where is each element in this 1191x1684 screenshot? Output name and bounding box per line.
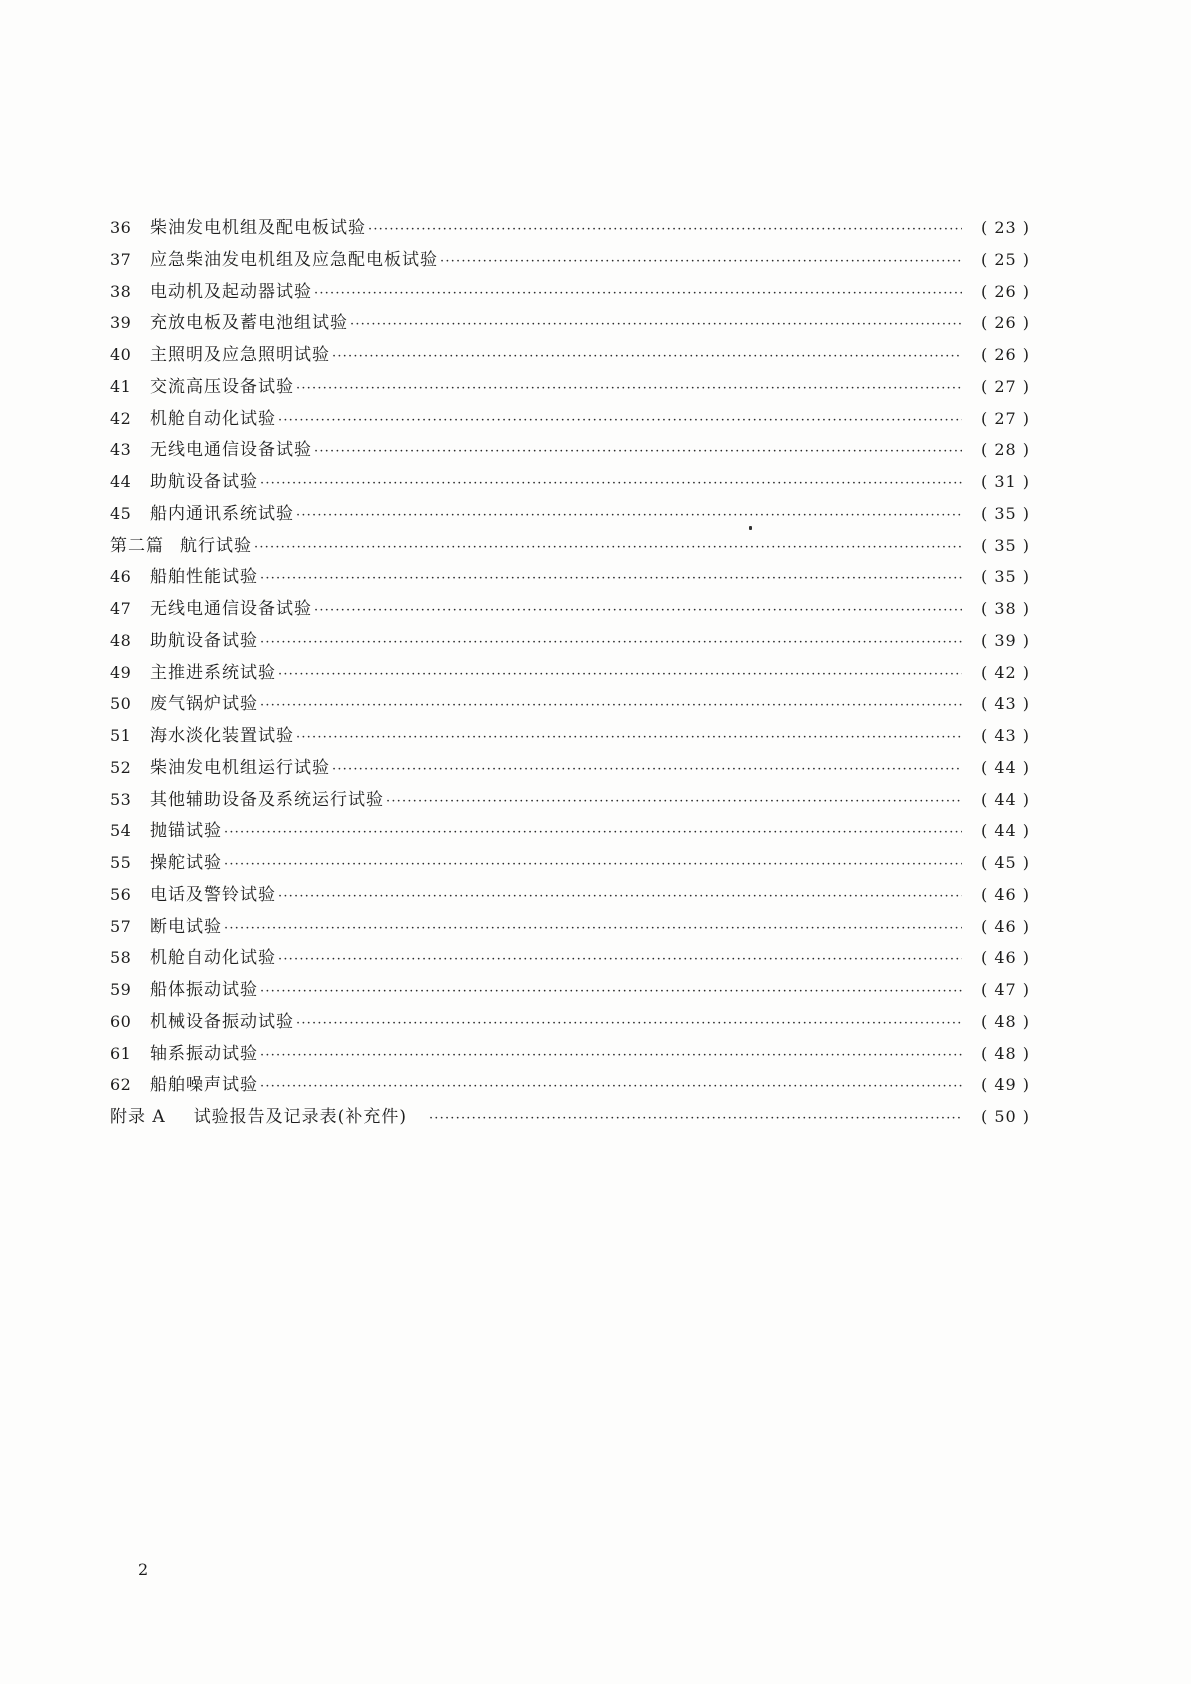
toc-entry-39[interactable]: [110, 307, 1030, 339]
toc-entry-title: 电动机及起动器试验: [150, 281, 312, 302]
toc-entry-47[interactable]: [110, 593, 1030, 625]
dot-leader: [260, 468, 962, 500]
toc-entry-page: ( 27 ): [980, 376, 1030, 396]
toc-entry-page: ( 44 ): [980, 789, 1030, 809]
dot-leader: [260, 1071, 962, 1103]
toc-entry-page: ( 26 ): [980, 281, 1030, 301]
toc-entry-52[interactable]: [110, 752, 1030, 784]
toc-entry-title: 无线电通信设备试验: [150, 440, 312, 461]
toc-entry-57[interactable]: [110, 911, 1030, 943]
toc-entry-40[interactable]: [110, 339, 1030, 371]
toc-entry-page: ( 46 ): [980, 916, 1030, 936]
toc-entry-page: ( 43 ): [980, 694, 1030, 714]
dot-leader: [254, 532, 962, 564]
dot-leader: [296, 1008, 962, 1040]
toc-section-part-two[interactable]: [110, 530, 1030, 562]
toc-entry-title: 主推进系统试验: [150, 662, 276, 683]
toc-entry-50[interactable]: [110, 688, 1030, 720]
toc-entry-page: ( 43 ): [980, 726, 1030, 745]
toc-entry-37[interactable]: [110, 244, 1030, 276]
toc-entry-49[interactable]: [110, 657, 1030, 689]
toc-entry-44[interactable]: [110, 466, 1030, 498]
toc-entry-title: 废气锅炉试验: [150, 694, 258, 715]
toc-appendix-title: 试验报告及记录表(补充件): [193, 1107, 407, 1127]
toc-entry-number: 48: [110, 630, 132, 650]
dot-leader: [296, 373, 962, 405]
toc-entry-title: 充放电板及蓄电池组试验: [150, 313, 348, 334]
toc-entry-number: 58: [110, 948, 132, 968]
dot-leader: [332, 754, 962, 786]
toc-entry-title: 船舶噪声试验: [150, 1075, 258, 1096]
toc-entry-title: 电话及警铃试验: [150, 884, 276, 905]
toc-entry-page: ( 44 ): [980, 821, 1030, 841]
toc-entry-61[interactable]: [110, 1038, 1030, 1070]
toc-entry-title: 断电试验: [150, 916, 222, 937]
toc-entry-page: ( 46 ): [980, 948, 1030, 968]
toc-entry-62[interactable]: [110, 1069, 1030, 1101]
toc-entry-title: 柴油发电机组运行试验: [150, 757, 330, 778]
toc-entry-number: 47: [110, 599, 132, 618]
toc-entry-title: 交流高压设备试验: [150, 376, 294, 397]
toc-appendix-prefix: 附录 A: [110, 1107, 166, 1127]
dot-leader: [260, 976, 962, 1008]
toc-entry-title: 机舱自动化试验: [150, 408, 276, 429]
toc-entry-53[interactable]: [110, 784, 1030, 816]
dot-leader: [260, 563, 962, 595]
toc-entry-number: 55: [110, 853, 132, 872]
toc-entry-page: ( 23 ): [980, 218, 1030, 237]
toc-entry-page: ( 35 ): [980, 503, 1030, 523]
toc-entry-48[interactable]: [110, 625, 1030, 657]
toc-section-page: ( 35 ): [980, 535, 1030, 555]
toc-entry-number: 39: [110, 313, 132, 333]
toc-entry-number: 56: [110, 884, 132, 904]
toc-entry-page: ( 25 ): [980, 249, 1030, 269]
dot-leader: [260, 627, 962, 659]
toc-entry-number: 61: [110, 1043, 132, 1063]
toc-entry-page: ( 49 ): [980, 1075, 1030, 1095]
toc-entry-page: ( 47 ): [980, 980, 1030, 999]
dot-leader: [260, 690, 962, 722]
toc-entry-number: 36: [110, 218, 132, 237]
toc-entry-number: 38: [110, 281, 132, 301]
dot-leader: [296, 722, 962, 754]
toc-entry-41[interactable]: [110, 371, 1030, 403]
page-number: 2: [138, 1560, 149, 1579]
toc-entry-title: 机械设备振动试验: [150, 1011, 294, 1032]
toc-entry-title: 操舵试验: [150, 853, 222, 873]
table-of-contents: [110, 212, 1030, 1133]
dot-leader: [429, 1103, 962, 1135]
toc-entry-number: 60: [110, 1011, 132, 1031]
dot-leader: [224, 849, 962, 881]
dot-leader: [278, 881, 962, 913]
toc-entry-page: ( 28 ): [980, 440, 1030, 460]
toc-appendix-a[interactable]: [110, 1101, 1030, 1133]
toc-entry-page: ( 42 ): [980, 662, 1030, 682]
dot-leader: [278, 405, 962, 437]
toc-entry-60[interactable]: [110, 1006, 1030, 1038]
toc-entry-number: 41: [110, 376, 132, 396]
toc-entry-title: 轴系振动试验: [150, 1043, 258, 1064]
toc-entry-number: 52: [110, 757, 132, 777]
scan-speck: [749, 526, 752, 530]
toc-section-prefix: 第二篇: [110, 535, 164, 556]
toc-entry-54[interactable]: [110, 815, 1030, 847]
toc-entry-number: 59: [110, 980, 132, 999]
toc-entry-title: 海水淡化装置试验: [150, 726, 294, 746]
toc-entry-page: ( 26 ): [980, 313, 1030, 333]
toc-entry-36[interactable]: [110, 212, 1030, 244]
toc-entry-page: ( 27 ): [980, 408, 1030, 428]
dot-leader: [278, 659, 962, 691]
toc-entry-59[interactable]: [110, 974, 1030, 1006]
toc-entry-page: ( 48 ): [980, 1043, 1030, 1063]
toc-entry-page: ( 31 ): [980, 472, 1030, 491]
toc-entry-page: ( 44 ): [980, 757, 1030, 777]
toc-entry-number: 50: [110, 694, 132, 714]
toc-entry-page: ( 48 ): [980, 1011, 1030, 1031]
toc-entry-page: ( 26 ): [980, 345, 1030, 364]
dot-leader: [260, 1040, 962, 1072]
toc-entry-number: 51: [110, 726, 132, 745]
dot-leader: [296, 500, 962, 532]
toc-entry-38[interactable]: [110, 276, 1030, 308]
toc-entry-title: 无线电通信设备试验: [150, 599, 312, 619]
toc-entry-page: ( 39 ): [980, 630, 1030, 650]
toc-entry-title: 柴油发电机组及配电板试验: [150, 218, 366, 238]
toc-entry-number: 44: [110, 472, 132, 491]
toc-entry-51[interactable]: [110, 720, 1030, 752]
toc-entry-title: 机舱自动化试验: [150, 948, 276, 969]
toc-section-title: 航行试验: [180, 535, 252, 556]
toc-entry-number: 40: [110, 345, 132, 364]
toc-entry-number: 42: [110, 408, 132, 428]
toc-entry-number: 57: [110, 916, 132, 936]
dot-leader: [440, 246, 962, 278]
toc-entry-number: 53: [110, 789, 132, 809]
dot-leader: [314, 595, 962, 627]
toc-entry-title: 抛锚试验: [150, 821, 222, 842]
toc-entry-number: 43: [110, 440, 132, 460]
toc-entry-number: 54: [110, 821, 132, 841]
toc-entry-page: ( 35 ): [980, 567, 1030, 587]
toc-entry-number: 46: [110, 567, 132, 587]
toc-entry-title: 主照明及应急照明试验: [150, 345, 330, 365]
toc-entry-42[interactable]: [110, 403, 1030, 435]
dot-leader: [332, 341, 962, 373]
toc-entry-number: 49: [110, 662, 132, 682]
dot-leader: [386, 786, 962, 818]
toc-entry-page: ( 46 ): [980, 884, 1030, 904]
toc-entry-page: ( 38 ): [980, 599, 1030, 618]
toc-entry-number: 62: [110, 1075, 132, 1095]
toc-entry-title: 船内通讯系统试验: [150, 503, 294, 524]
dot-leader: [314, 436, 962, 468]
toc-entry-number: 37: [110, 249, 132, 269]
toc-entry-55[interactable]: [110, 847, 1030, 879]
toc-appendix-page: ( 50 ): [980, 1107, 1030, 1126]
toc-entry-46[interactable]: [110, 561, 1030, 593]
toc-entry-title: 助航设备试验: [150, 472, 258, 492]
dot-leader: [314, 278, 962, 310]
toc-entry-title: 助航设备试验: [150, 630, 258, 651]
toc-entry-page: ( 45 ): [980, 853, 1030, 872]
dot-leader: [278, 944, 962, 976]
toc-entry-number: 45: [110, 503, 132, 523]
toc-entry-title: 其他辅助设备及系统运行试验: [150, 789, 384, 810]
toc-entry-45[interactable]: [110, 498, 1030, 530]
toc-entry-43[interactable]: [110, 434, 1030, 466]
toc-entry-58[interactable]: [110, 942, 1030, 974]
dot-leader: [224, 913, 962, 945]
toc-entry-title: 船体振动试验: [150, 980, 258, 1000]
toc-entry-title: 应急柴油发电机组及应急配电板试验: [150, 249, 438, 270]
toc-entry-title: 船舶性能试验: [150, 567, 258, 588]
dot-leader: [350, 309, 962, 341]
toc-entry-56[interactable]: [110, 879, 1030, 911]
dot-leader: [224, 817, 962, 849]
dot-leader: [368, 214, 962, 246]
